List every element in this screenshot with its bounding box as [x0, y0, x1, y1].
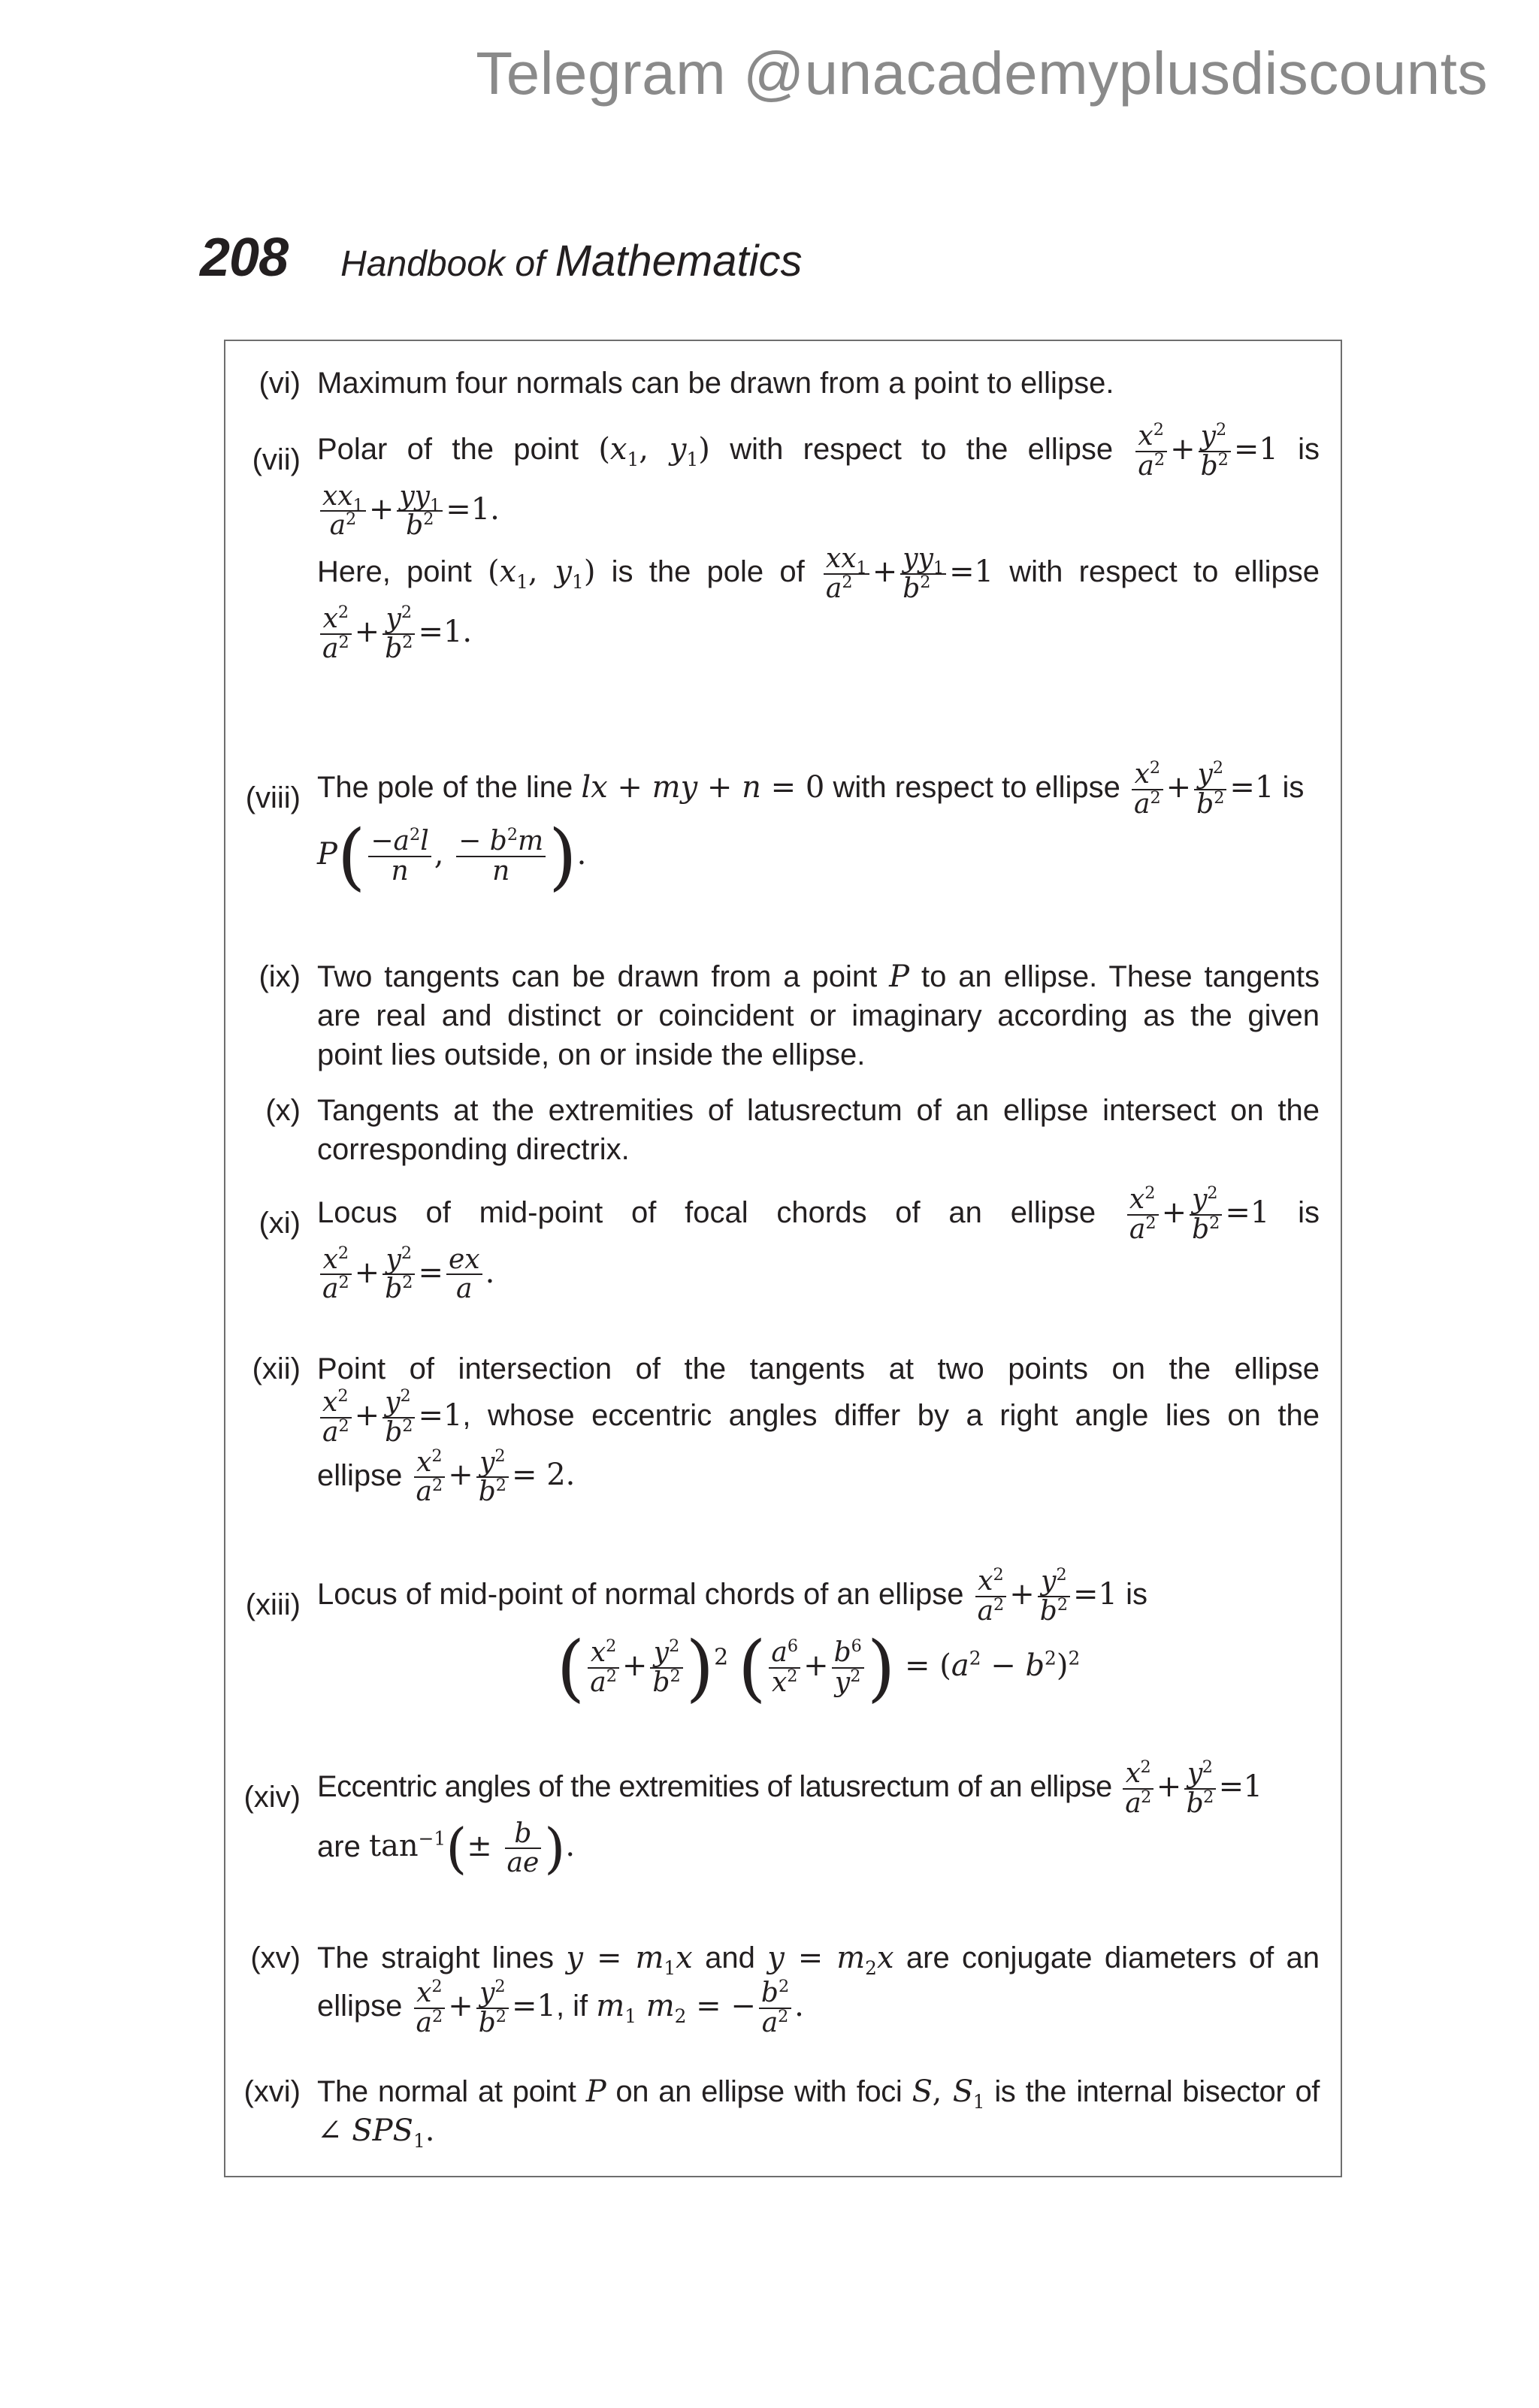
item-text: Here, point ($x_1$, $y_1$) is the pole of $\frac{xx_1}{a^2}$ + $\frac{yy_1}{b^2}$ =1 with respect to ellipse — [317, 543, 1320, 604]
item-text: point lies outside, on or inside the ellipse. — [317, 1038, 866, 1071]
item-label: (xiii) — [245, 1588, 301, 1621]
page-number: 208 — [200, 228, 289, 288]
item-label: (xi) — [259, 1207, 301, 1240]
item-label: (viii) — [245, 781, 301, 814]
item-label: (xvi) — [243, 2075, 301, 2108]
item-text: are real and distinct or coincident or imaginary according as the given — [317, 999, 1320, 1032]
item-text: The straight lines $y = m_1x$ and $y = m_2x$ are conjugate diameters of an — [317, 1941, 1320, 1979]
item-label: (xiv) — [243, 1781, 301, 1814]
item-text: ellipse $\frac{x^2}{a^2}$ + $\frac{y^2}{b^2}$ =1, if $m_1$ $m_2$ = − $\frac{b^2}{a^2}$ . — [317, 1977, 804, 2038]
item-text: Polar of the point ($x_1$, $y_1$) with respect to the ellipse $\frac{x^2}{a^2}$ + $\frac{y^2}{b^2}$ =1 is — [317, 420, 1320, 482]
equation: $\frac{x^2}{a^2}$ + $\frac{y^2}{b^2}$ = $\frac{ex}{a}$ . — [317, 1246, 1320, 1304]
item-text: ellipse $\frac{x^2}{a^2}$ + $\frac{y^2}{b^2}$ = 2. — [317, 1446, 576, 1508]
item-text: The pole of the line lx + my + n = 0 with respect to ellipse $\frac{x^2}{a^2}$ + $\frac{y^2}{b^2}$ =1 is — [317, 758, 1305, 820]
item-text: corresponding directrix. — [317, 1133, 630, 1166]
equation: $\frac{xx_1}{a^2}$ + $\frac{yy_1}{b^2}$ =1. — [317, 482, 1320, 541]
content-box — [224, 340, 1342, 2177]
watermark: Telegram @unacademyplusdiscounts — [476, 40, 1488, 107]
item-text: Eccentric angles of the extremities of latusrectum of an ellipse $\frac{x^2}{a^2}$ + $\frac{y^2}{b^2}$ =1 — [317, 1757, 1262, 1819]
item-text: Locus of mid-point of normal chords of an ellipse $\frac{x^2}{a^2}$ + $\frac{y^2}{b^2}$ =1 is — [317, 1565, 1147, 1627]
item-text: Tangents at the extremities of latusrectum of an ellipse intersect on the — [317, 1094, 1320, 1127]
item-label: (xii) — [252, 1352, 301, 1385]
item-text: Locus of mid-point of focal chords of an ellipse $\frac{x^2}{a^2}$ + $\frac{y^2}{b^2}$ =1 is — [317, 1183, 1320, 1245]
equation: $\frac{x^2}{a^2}$ + $\frac{y^2}{b^2}$ =1. — [317, 605, 1320, 663]
item-text: Point of intersection of the tangents at two points on the ellipse — [317, 1352, 1320, 1385]
item-text: Two tangents can be drawn from a point P to an ellipse. These tangents — [317, 959, 1320, 994]
equation: ( $\frac{x^2}{a^2}$ + $\frac{y^2}{b^2}$ )$^2$ ( $\frac{a^6}{x^2}$ + $\frac{b^6}{y^2}$ ) = $(a^2 - b^2)^2$ — [556, 1625, 1081, 1710]
item-text: are $\tan^{-1}(\pm$ $\frac{b}{ae}$ ). — [317, 1817, 576, 1881]
item-text: Maximum four normals can be drawn from a point to ellipse. — [317, 367, 1114, 400]
equation: ∠ $SPS_1$. — [317, 2113, 435, 2152]
item-label: (x) — [265, 1094, 301, 1127]
book-title: Handbook of Mathematics — [340, 237, 803, 286]
item-label: (vii) — [252, 443, 301, 476]
page-header — [200, 227, 802, 289]
item-text: The normal at point P on an ellipse with foci S, $S_1$ is the internal bisector of — [317, 2074, 1320, 2113]
item-label: (vi) — [259, 367, 301, 400]
item-label: (ix) — [259, 960, 301, 993]
item-text: $\frac{x^2}{a^2}$ + $\frac{y^2}{b^2}$ =1, whose eccentric angles differ by a right angle lies on the — [317, 1388, 1320, 1447]
item-label: (xv) — [250, 1941, 301, 1974]
equation: P( $\frac{-a^2l}{n}$ , $\frac{- b^2m}{n}$ ). — [317, 814, 587, 899]
